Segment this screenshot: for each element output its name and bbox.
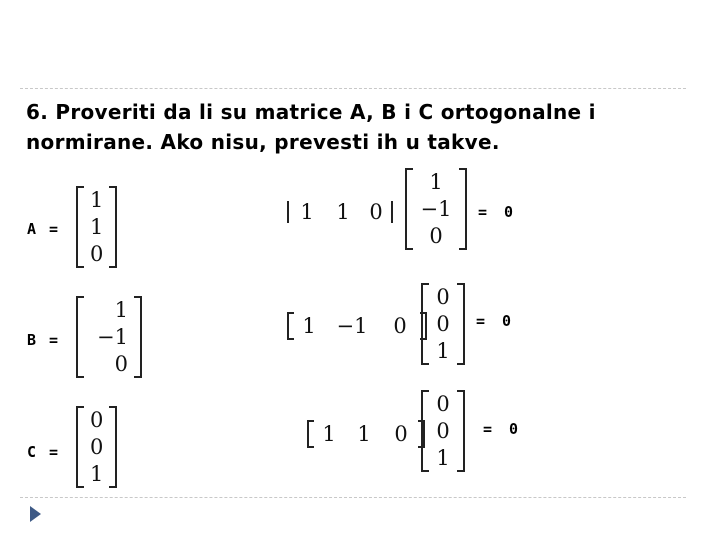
matrix-a-cell: 1 (90, 215, 104, 239)
matrix-c-right-column (421, 390, 465, 472)
bracket-left (307, 420, 314, 448)
matrix-a-cell: 1 (90, 188, 104, 212)
right-column-cell: 0 (429, 224, 443, 248)
triangle-right-icon[interactable] (30, 506, 41, 522)
bracket-right (109, 186, 117, 268)
matrix-a-right-column (405, 168, 467, 250)
bracket-left (287, 312, 294, 340)
right-column-cell: 1 (429, 170, 443, 194)
matrix-b-cell: 1 (114, 298, 128, 322)
matrix-c-cell: 1 (90, 462, 104, 486)
bracket-left (76, 296, 84, 378)
row-cell: 0 (394, 422, 408, 446)
task-heading-line-1: 6. Proveriti da li su matrice A, B i C ortogonalne i (26, 100, 596, 124)
task-heading-line-2: normirane. Ako nisu, prevesti ih u takve. (26, 130, 500, 154)
matrix-a-label: A = (27, 220, 61, 238)
matrix-a-cell: 0 (90, 242, 104, 266)
matrix-c-cell: 0 (90, 435, 104, 459)
bracket-left (421, 390, 429, 472)
right-column-cell: 0 (436, 312, 450, 336)
matrix-c-cell: 0 (90, 408, 104, 432)
bar-right (391, 201, 393, 223)
matrix-b-column (76, 296, 142, 378)
matrix-a-column (76, 186, 117, 268)
top-divider (20, 88, 686, 89)
matrix-b-result: = 0 (476, 312, 516, 330)
row-cell: 1 (336, 200, 350, 224)
matrix-b-row-vector (287, 312, 427, 340)
bracket-left (405, 168, 413, 250)
bracket-right (134, 296, 142, 378)
row-cell: 1 (302, 314, 316, 338)
row-cell: −1 (336, 314, 368, 338)
right-column-cell: 0 (436, 285, 450, 309)
matrix-c-column (76, 406, 117, 488)
row-cell: 1 (322, 422, 336, 446)
matrix-a-result: = 0 (478, 203, 518, 221)
bracket-right (459, 168, 467, 250)
matrix-b-right-column (421, 283, 465, 365)
matrix-c-result: = 0 (483, 420, 523, 438)
right-column-cell: 1 (436, 339, 450, 363)
right-column-cell: 0 (436, 392, 450, 416)
bracket-right (457, 283, 465, 365)
bracket-left (76, 186, 84, 268)
bracket-left (76, 406, 84, 488)
row-cell: 1 (357, 422, 371, 446)
right-column-cell: 0 (436, 419, 450, 443)
right-column-cell: −1 (420, 197, 452, 221)
row-cell: 0 (393, 314, 407, 338)
matrix-c-label: C = (27, 443, 61, 461)
task-heading (26, 97, 706, 157)
bracket-right (457, 390, 465, 472)
bracket-right (109, 406, 117, 488)
row-cell: 1 (300, 200, 314, 224)
matrix-c-row-vector (307, 420, 425, 448)
bottom-divider (20, 497, 686, 498)
right-column-cell: 1 (436, 446, 450, 470)
matrix-b-label: B = (27, 331, 61, 349)
bracket-left (421, 283, 429, 365)
matrix-a-row-vector (287, 200, 393, 224)
matrix-b-cell: 0 (114, 352, 128, 376)
matrix-b-cell: −1 (97, 325, 128, 349)
row-cell: 0 (369, 200, 383, 224)
